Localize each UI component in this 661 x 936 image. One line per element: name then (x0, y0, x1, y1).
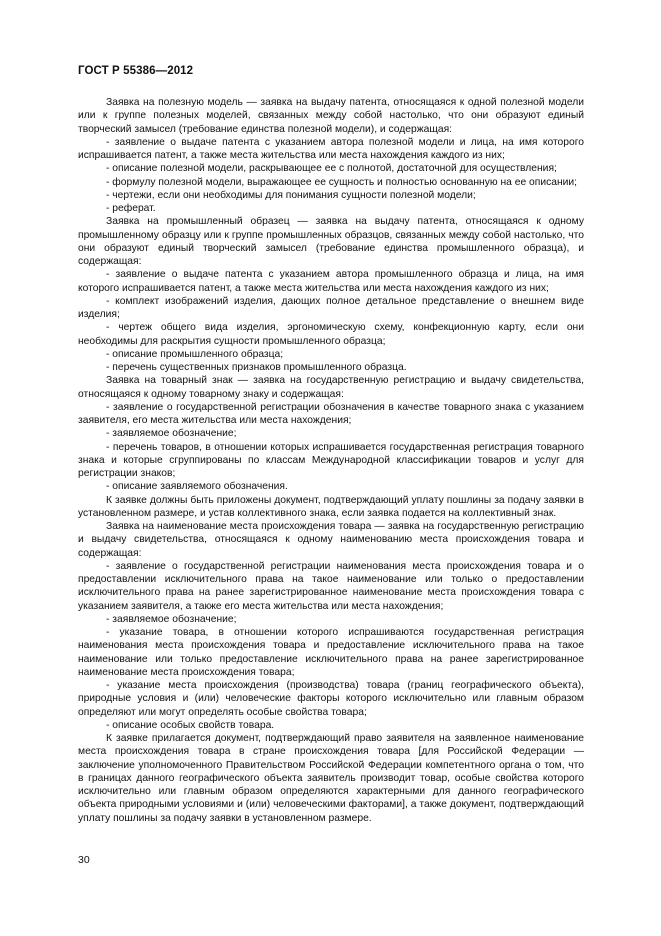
body-paragraph: К заявке прилагается документ, подтверждающий право заявителя на заявленное наименование места происхождения товара в стране происхождения товара [для Российской Федерации — заключение уполномоченного Правительством Российской Федерации компетентного органа о том, что в границах данного географического объекта заявитель производит товар, особые свойства которого исключительно или главным образом определяются характерными для данного географического объекта природными условиями и (или) человеческими факторами], а также документ, подтверждающий уплату пошлины за подачу заявки в установленном размере. (78, 733, 584, 824)
list-item: - заявление о выдаче патента с указанием автора промышленного образца и лица, на имя которого испрашивается патент, а также места жительства или места нахождения каждого из них; (78, 269, 584, 294)
list-item: - чертежи, если они необходимы для понимания сущности полезной модели; (106, 189, 476, 201)
list-item: - указание места происхождения (производства) товара (границ географического объекта), природные условия и (или) человеческие факторы которого исключительно или главным образом определяют или могут определять особые свойства товара; (78, 680, 584, 718)
list-item: - описание заявляемого обозначения. (106, 481, 288, 493)
body-paragraph: Заявка на полезную модель — заявка на выдачу патента, относящаяся к одной полезной модели или к группе полезных моделей, связанных между собой настолько, что они образуют единый творческий замысел (требование единства полезной модели), и содержащая: (78, 97, 584, 135)
list-item: - реферат. (106, 203, 156, 214)
list-item: - заявление о государственной регистрации обозначения в качестве товарного знака с указанием заявителя, его места жительства или места нахождения; (78, 401, 584, 426)
list-item: - заявление о выдаче патента с указанием автора полезной модели и лица, на имя которого испрашивается патент, а также места жительства или места нахождения каждого из них; (78, 136, 584, 161)
body-paragraph: Заявка на наименование места происхождения товара — заявка на государственную регистрацию и выдачу свидетельства, относящаяся к одному наименованию места происхождения товара и содержащая: (78, 521, 584, 559)
body-paragraph: К заявке должны быть приложены документ, подтверждающий уплату пошлины за подачу заявки в установленном размере, и устав коллективного знака, если заявка подается на коллективный знак. (78, 494, 584, 519)
document-body (78, 96, 584, 825)
list-item: - перечень существенных признаков промышленного образца. (106, 362, 407, 373)
list-item: - заявляемое обозначение; (106, 428, 237, 440)
list-item: - перечень товаров, в отношении которых испрашивается государственная регистрация товарного знака и которые сгруппированы по классам Международной классификации товаров и услуг для регистрации знаков; (78, 441, 584, 479)
body-paragraph: Заявка на товарный знак — заявка на государственную регистрацию и выдачу свидетельства, относящаяся к одному товарному знаку и содержащая: (78, 375, 584, 400)
document-header: ГОСТ Р 55386—2012 (78, 65, 194, 77)
list-item: - формулу полезной модели, выражающее ее сущность и полностью основанную на ее описании; (106, 176, 578, 188)
list-item: - описание промышленного образца; (106, 348, 284, 360)
list-item: - описание полезной модели, раскрывающее ее с полнотой, достаточной для осуществления; (106, 163, 557, 175)
list-item: - заявление о государственной регистрации наименования места происхождения товара и о предоставлении исключительного права на такое наименование или только о предоставлении исключительного права на ранее зарегистрированное наименование места происхождения товара с указанием заявителя, а также его места жительства или места нахождения; (78, 560, 584, 612)
list-item: - заявляемое обозначение; (106, 613, 237, 625)
page-number: 30 (78, 854, 90, 866)
body-paragraph: Заявка на промышленный образец — заявка на выдачу патента, относящаяся к одному промышленному образцу или к группе промышленных образцов, связанных между собой настолько, что они образуют единый творческий замысел (требование единства промышленного образца), и содержащая: (78, 216, 584, 267)
list-item: - описание особых свойств товара. (106, 719, 275, 731)
list-item: - чертеж общего вида изделия, эргономическую схему, конфекционную карту, если они необходимы для раскрытия сущности промышленного образца; (78, 322, 584, 347)
list-item: - указание товара, в отношении которого испрашиваются государственная регистрация наименования места происхождения товара и предоставление исключительного права на такое наименование или только предоставление исключительного права на ранее зарегистрированное наименование места происхождения товара; (78, 627, 584, 678)
list-item: - комплект изображений изделия, дающих полное детальное представление о внешнем виде изделия; (78, 295, 584, 320)
